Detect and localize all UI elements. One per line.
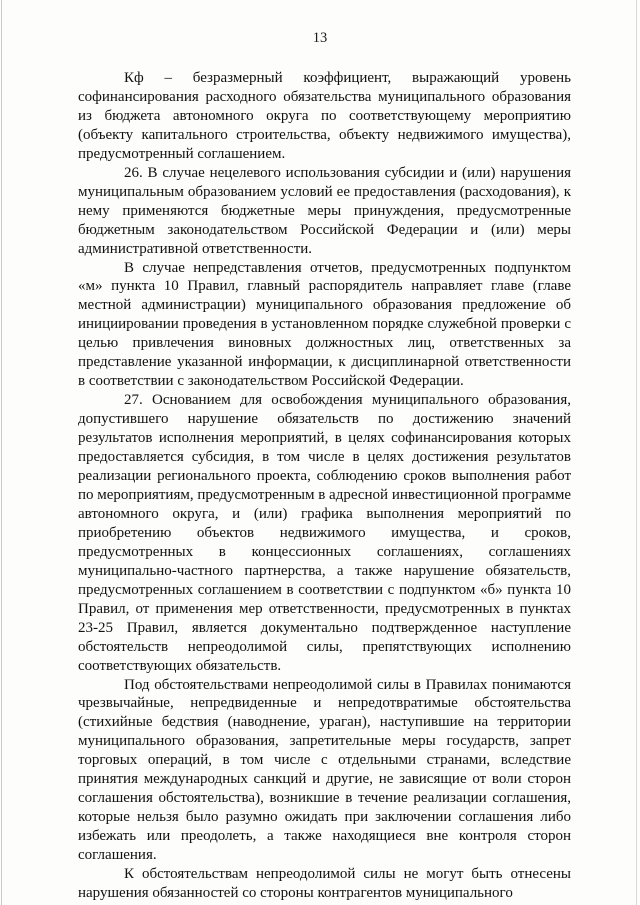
scan-edge-right	[636, 0, 637, 905]
paragraph-exclusions: К обстоятельствам непреодолимой силы не могут быть отнесены нарушения обязанностей со стороны контрагентов муниципального	[78, 866, 571, 901]
paragraph-item-27: 27. Основанием для освобождения муниципального образования, допустившего нарушение обязательств по достижению значений результатов исполнения мероприятий, в целях софинансирования которых предоставляется субсидия, в том числе в целях достижения результатов реализации регионального проекта, соблюдению сроков выполнения работ по мероприятиям, предусмотренным в адресной инвестиционной программе автономного округа, и (или) графика выполнения мероприятий по приобретению объектов недвижимого имущества, и сроков, предусмотренных в концессионных соглашениях, соглашениях муниципально-частного партнерства, а также нарушение обязательств, предусмотренных соглашением в соответствии с подпунктом «б» пункта 10 Правил, от применения мер ответственности, предусмотренных в пунктах 23-25 Правил, является документально подтвержденное наступление обстоятельств непреодолимой силы, препятствующих исполнению соответствующих обязательств.	[78, 392, 572, 674]
scan-edge-left	[1, 0, 2, 905]
paragraph-item-26: 26. В случае нецелевого использования субсидии и (или) нарушения муниципальным образованием условий ее предоставления (расходования), к нему применяются бюджетные меры принуждения, предусмотренные бюджетным законодательством Российской Федерации и (или) меры административной ответственности.	[78, 164, 571, 257]
paragraph-reports: В случае непредставления отчетов, предусмотренных подпунктом «м» пункта 10 Правил, главный распорядитель направляет главе (главе местной администрации) муниципального образования предложение об инициировании проведения в установленном порядке служебной проверки с целью привлечения виновных должностных лиц, ответственных за представление указанной информации, к дисциплинарной ответственности в соответствии с законодательством Российской Федерации.	[78, 259, 571, 390]
body-text	[78, 69, 571, 903]
paragraph-kf-definition: Кф – безразмерный коэффициент, выражающий уровень софинансирования расходного обязательства муниципального образования из бюджета автономного округа по соответствующему мероприятию (объекту капитального строительства, объекту недвижимого имущества), предусмотренный соглашением.	[78, 70, 571, 162]
page-number: 13	[312, 30, 328, 46]
paragraph-force-majeure: Под обстоятельствами непреодолимой силы в Правилах понимаются чрезвычайные, непредвиденные и непредотвратимые обстоятельства (стихийные бедствия (наводнение, ураган), наступившие на территории муниципального образования, запретительные меры государств, запрет торговых операций, в том числе с отдельными странами, вследствие принятия международных санкций и другие, не зависящие от воли сторон соглашения обстоятельства), возникшие в течение реализации соглашения, которые нельзя было разумно ожидать при заключении соглашения либо избежать или преодолеть, а также находящиеся вне контроля сторон соглашения.	[78, 676, 571, 864]
